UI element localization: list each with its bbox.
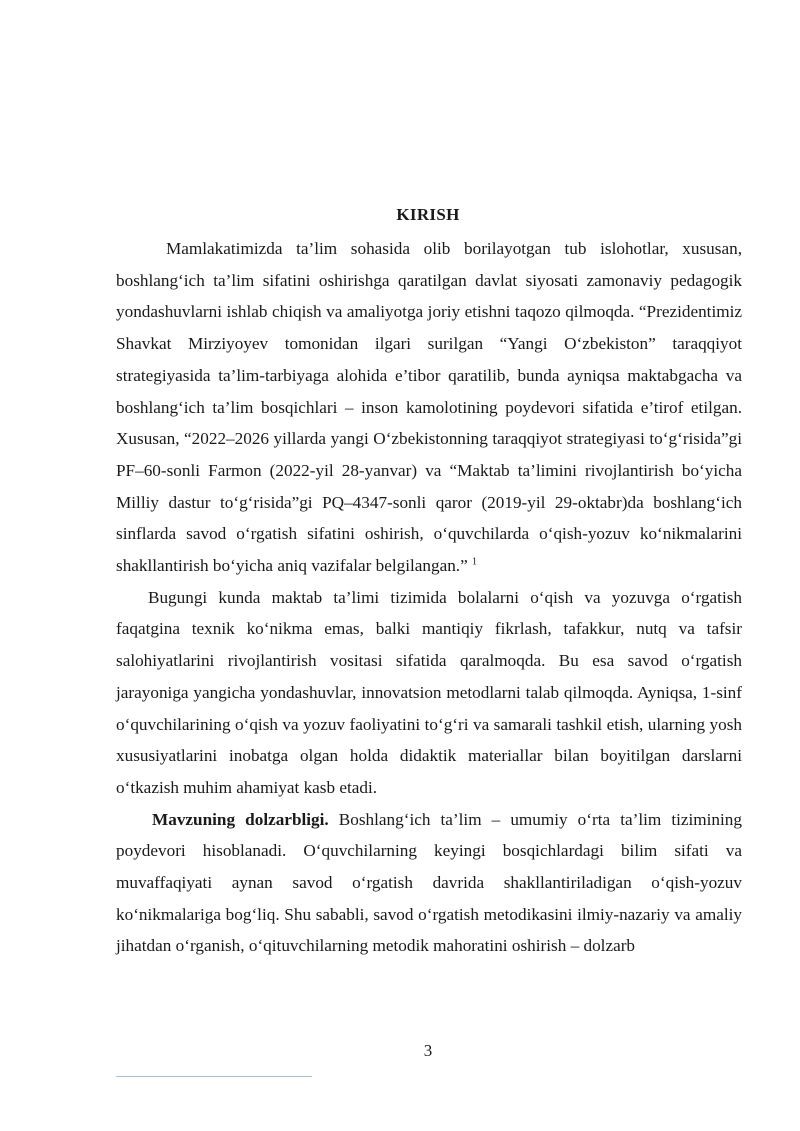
paragraph-lead-term: Mavzuning dolzarbligi. bbox=[152, 809, 329, 829]
page-number: 3 bbox=[423, 1041, 433, 1060]
footnote-separator bbox=[116, 1076, 312, 1077]
paragraph-intro-text: Mamlakatimizda ta’lim sohasida olib borilayotgan tub islohotlar, xususan, boshlang‘ich ta’lim sifatini oshirishga qaratilgan davlat siyosati zamonaviy pedagogik yondashuvlarni ishlab chiqish va amaliyotga joriy etishni taqozo qilmoqda. “Prezidentimiz Shavkat Mirziyoyev tomonidan ilgari surilgan “Yangi O‘zbekiston” taraqqiyot strategiyasida ta’lim-tarbiyaga alohida e’tibor qaratilib, bunda ayniqsa maktabgacha va boshlang‘ich ta’lim bosqichlari – inson kamolotining poydevori sifatida e’tirof etilgan. Xususan, “2022–2026 yillarda yangi O‘zbekistonning taraqqiyot strategiyasi to‘g‘risida”gi PF–60-sonli Farmon (2022-yil 28-yanvar) va “Maktab ta’limini rivojlantirish bo‘yicha Milliy dastur to‘g‘risida”gi PQ–4347-sonli qaror (2019-yil 29-oktabr)da boshlang‘ich sinflarda savod o‘rgatish sifatini oshirish, o‘quvchilarda o‘qish-yozuv ko‘nikmalarini shakllantirish bo‘yicha aniq vazifalar belgilangan.” bbox=[116, 239, 742, 576]
body-text bbox=[116, 233, 742, 962]
paragraph-intro bbox=[116, 233, 742, 582]
footnote-reference: 1 bbox=[472, 556, 478, 568]
paragraph-relevance-text: Boshlang‘ich ta’lim – umumiy o‘rta ta’lim tizimining poydevori hisoblanadi. O‘quvchilarning keyingi bosqichlardagi bilim sifati va muvaffaqiyati aynan savod o‘rgatish davrida shakllantiriladigan o‘qish-yozuv ko‘nikmalariga bog‘liq. Shu sababli, savod o‘rgatish metodikasini ilmiy-nazariy va amaliy jihatdan o‘rganish, o‘qituvchilarning metodik mahoratini oshirish – dolzarb bbox=[116, 809, 742, 956]
paragraph-context: Bugungi kunda maktab ta’limi tizimida bolalarni o‘qish va yozuvga o‘rgatish faqatgina texnik ko‘nikma emas, balki mantiqiy fikrlash, tafakkur, nutq va tafsir salohiyatlarini rivojlantirish vositasi sifatida qaralmoqda. Bu esa savod o‘rgatish jarayoniga yangicha yondashuvlar, innovatsion metodlarni talab qilmoqda. Ayniqsa, 1-sinf o‘quvchilarining o‘qish va yozuv faoliyatini to‘g‘ri va samarali tashkil etish, ularning yosh xususiyatlarini inobatga olgan holda didaktik materiallar bilan boyitilgan darslarni o‘tkazish muhim ahamiyat kasb etadi. bbox=[116, 587, 742, 797]
paragraph-relevance bbox=[116, 804, 742, 963]
section-heading: KIRISH bbox=[396, 205, 460, 224]
